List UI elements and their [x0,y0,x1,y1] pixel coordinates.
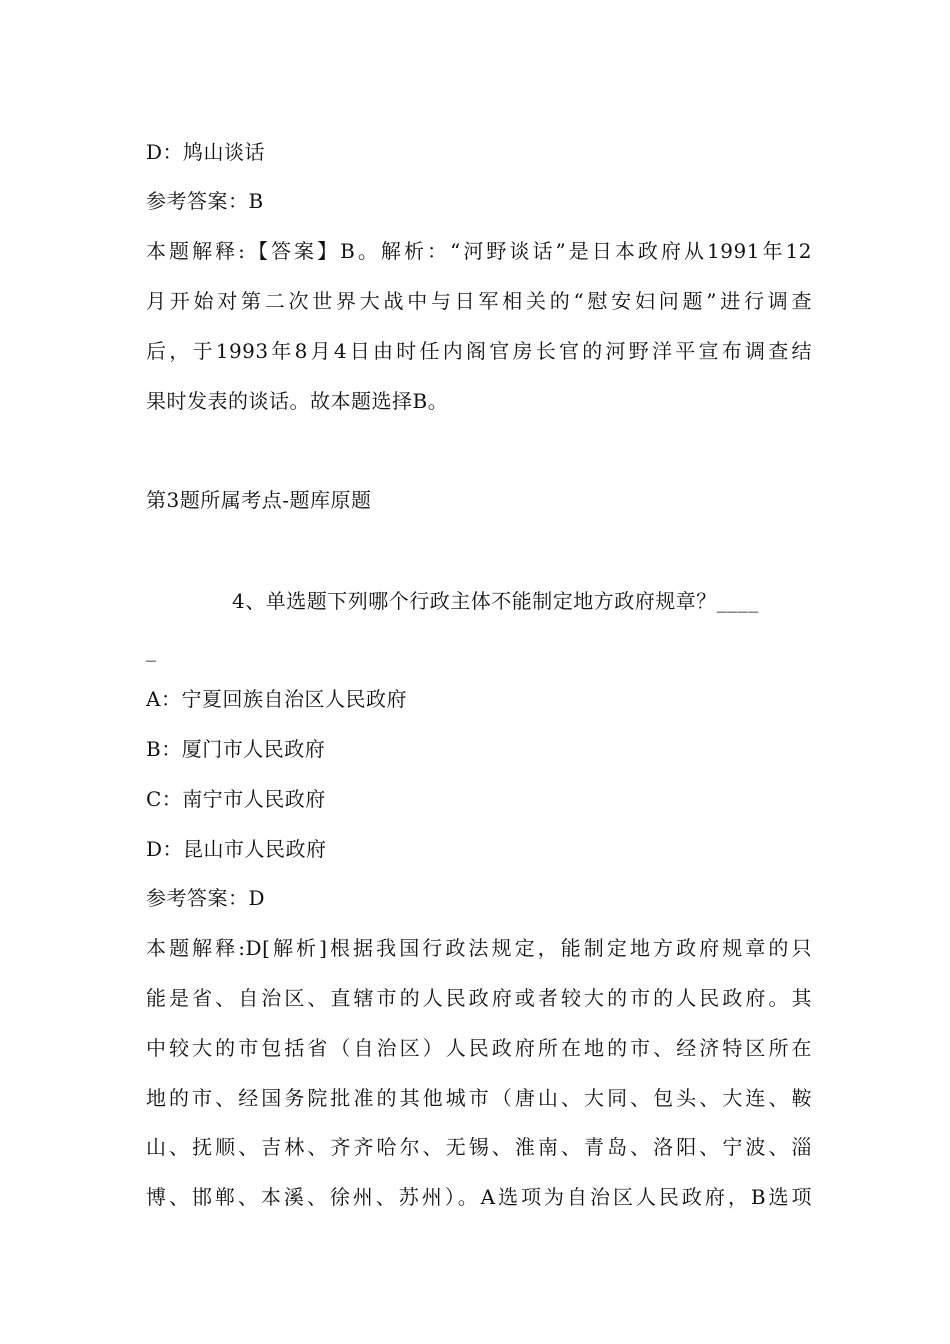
explanation-line: 中较大的市包括省（自治区）人民政府所在地的市、经济特区所在 [146,1036,812,1060]
prev-explanation-line: 月开始对第二次世界大战中与日军相关的“慰安妇问题”进行调查 [146,289,812,313]
option-a: A：宁夏回族自治区人民政府 [146,687,407,711]
option-b: B：厦门市人民政府 [146,737,326,761]
explanation-line: 山、抚顺、吉林、齐齐哈尔、无锡、淮南、青岛、洛阳、宁波、淄 [146,1135,812,1159]
question-stem-continuation: _ [146,638,157,662]
explanation-line: 地的市、经国务院批准的其他城市（唐山、大同、包头、大连、鞍 [146,1086,812,1110]
prev-explanation-line: 果时发表的谈话。故本题选择B。 [146,389,449,413]
knowledge-point: 第3题所属考点-题库原题 [146,488,372,512]
question-stem: 4、单选题下列哪个行政主体不能制定地方政府规章？____ [232,589,759,613]
prev-explanation-line: 后，于1993年8月4日由时任内阁官房长官的河野洋平宣布调查结 [146,339,812,363]
option-c: C：南宁市人民政府 [146,787,326,811]
prev-answer: 参考答案：B [146,189,264,213]
explanation-line: 本题解释:D[解析]根据我国行政法规定，能制定地方政府规章的只 [146,936,812,960]
prev-option-d: D：鸠山谈话 [146,140,266,164]
answer: 参考答案：D [146,886,266,910]
explanation-line: 能是省、自治区、直辖市的人民政府或者较大的市的人民政府。其 [146,986,812,1010]
prev-explanation-line: 本题解释:【答案】B。解析：“河野谈话”是日本政府从1991年12 [146,239,812,263]
option-d: D：昆山市人民政府 [146,837,327,861]
explanation-line: 博、邯郸、本溪、徐州、苏州）。A选项为自治区人民政府，B选项 [146,1185,812,1209]
